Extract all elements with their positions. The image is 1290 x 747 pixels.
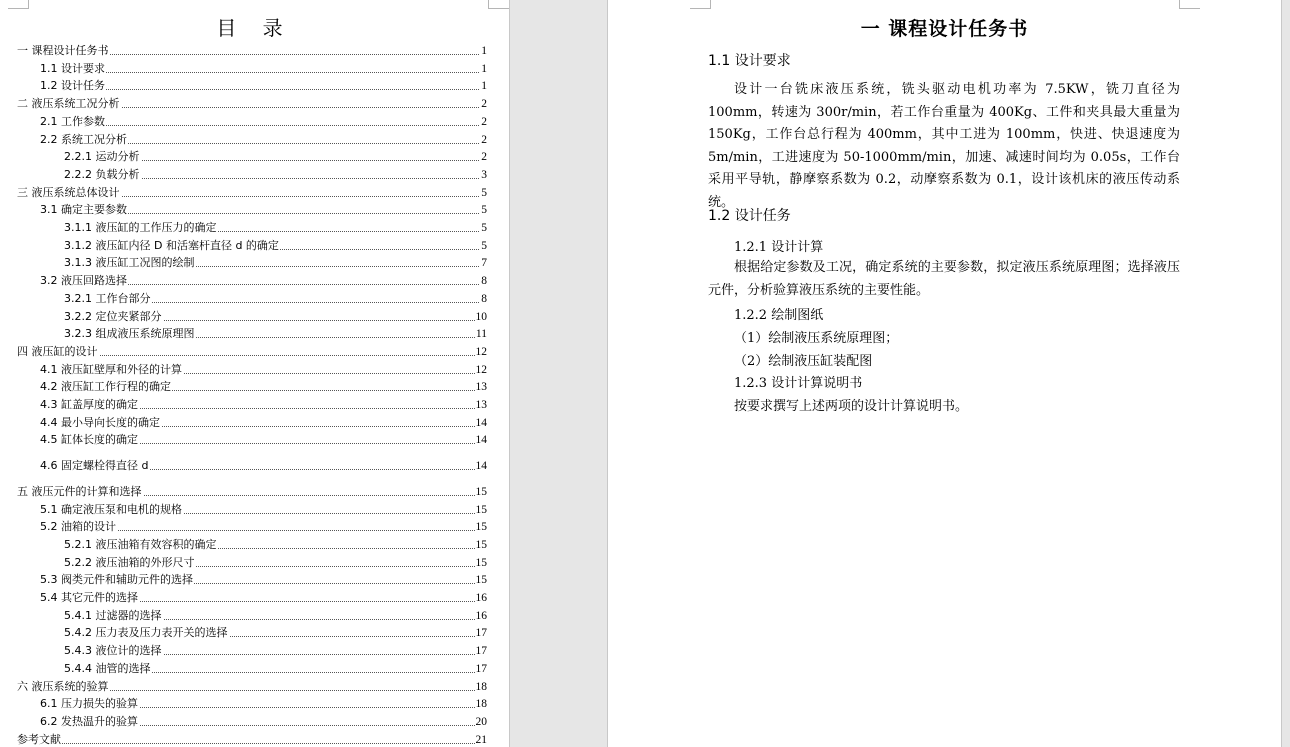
toc-entry[interactable]	[0, 555, 509, 571]
toc-entry-page: 15	[475, 485, 487, 498]
toc-entry-page: 17	[475, 627, 487, 640]
toc-entry-page: 15	[475, 503, 487, 516]
toc-entry-page: 1	[481, 62, 487, 75]
toc-entry[interactable]	[0, 590, 509, 606]
toc-entry-title: 4.6 固定螺栓得直径 d	[40, 459, 149, 473]
toc-entry[interactable]	[0, 167, 509, 183]
toc-entry-title: 5.4.1 过滤器的选择	[64, 608, 162, 622]
toc-entry-page: 16	[475, 592, 487, 604]
toc-entry[interactable]	[0, 149, 509, 165]
toc-entry-page: 7	[481, 257, 487, 270]
toc-entry-title: 3.2.1 工作台部分	[64, 291, 151, 305]
toc-entry[interactable]	[0, 238, 509, 254]
toc-entry-page: 2	[481, 151, 487, 164]
toc-entry-title: 5.4.2 压力表及压力表开关的选择	[64, 626, 228, 640]
toc-entry[interactable]	[0, 397, 509, 413]
toc-entry[interactable]	[0, 696, 509, 712]
toc-entry-page: 5	[481, 239, 487, 252]
toc-entry-page: 14	[475, 416, 487, 429]
toc-entry-title: 3.2 液压回路选择	[40, 274, 127, 288]
toc-entry-page: 5	[481, 204, 487, 217]
toc-entry-title: 6.1 压力损失的验算	[40, 697, 138, 711]
toc-leader-dots	[17, 743, 487, 744]
toc-entry[interactable]	[0, 458, 509, 474]
chapter-title: 一 课程设计任务书	[860, 18, 1029, 40]
toc-entry[interactable]	[0, 732, 509, 747]
crop-mark	[690, 0, 711, 9]
toc-entry-page: 3	[481, 168, 487, 181]
toc-entry-title: 4.4 最小导向长度的确定	[40, 415, 160, 429]
toc-entry-page: 8	[481, 292, 487, 305]
toc-entry-title: 2.2.2 负载分析	[64, 167, 140, 181]
toc-entry-page: 16	[475, 609, 487, 622]
toc-entry-title: 三 液压系统总体设计	[17, 185, 120, 199]
toc-entry-title: 4.2 液压缸工作行程的确定	[40, 380, 171, 394]
toc-entry-page: 15	[475, 556, 487, 569]
toc-entry-title: 3.1 确定主要参数	[40, 203, 127, 217]
toc-entry-title: 3.1.3 液压缸工况图的绘制	[64, 256, 195, 270]
toc-entry-page: 13	[475, 399, 487, 411]
toc-entry-title: 5.2 油箱的设计	[40, 520, 116, 534]
toc-entry-page: 1	[481, 45, 487, 57]
toc-entry-page: 17	[475, 645, 487, 658]
toc-page	[0, 0, 510, 747]
toc-entry-page: 15	[475, 574, 487, 587]
toc-entry-page: 2	[481, 98, 487, 111]
task-paragraph: 根据给定参数及工况，确定系统的主要参数，拟定液压系统原理图；选择液压元件，分析验算液压系统的主要性能。	[708, 260, 1180, 298]
toc-entry-page: 11	[475, 328, 487, 341]
toc-entry-title: 3.1.2 液压缸内径 D 和活塞杆直径 d 的确定	[64, 238, 279, 252]
toc-entry[interactable]	[0, 608, 509, 624]
toc-entry-page: 20	[475, 715, 487, 728]
toc-entry-page: 18	[475, 698, 487, 711]
toc-entry[interactable]	[0, 114, 509, 130]
toc-entry[interactable]	[0, 291, 509, 307]
toc-entry-page: 17	[475, 662, 487, 675]
toc-entry[interactable]	[0, 78, 509, 94]
toc-entry-page: 15	[475, 521, 487, 534]
toc-leader-dots	[40, 89, 487, 90]
toc-entry[interactable]	[0, 344, 509, 360]
toc-entry-page: 5	[481, 222, 487, 234]
toc-entry[interactable]	[0, 643, 509, 659]
toc-entry-page: 10	[475, 310, 487, 323]
toc-entry-title: 5.1 确定液压泵和电机的规格	[40, 502, 182, 516]
toc-entry[interactable]	[0, 61, 509, 77]
toc-entry[interactable]	[0, 415, 509, 431]
toc-entry[interactable]	[0, 519, 509, 535]
toc-entry-title: 二 液压系统工况分析	[17, 97, 120, 111]
toc-entry-title: 4.1 液压缸壁厚和外径的计算	[40, 362, 182, 376]
toc-entry-title: 5.4.3 液位计的选择	[64, 644, 162, 658]
document-page	[607, 0, 1282, 747]
toc-entry-title: 3.2.2 定位夹紧部分	[64, 309, 162, 323]
toc-entry[interactable]	[0, 185, 509, 201]
toc-entry[interactable]	[0, 572, 509, 588]
list-item: （2）绘制液压缸装配图	[734, 354, 873, 369]
toc-entry-title: 5.2.1 液压油箱有效容积的确定	[64, 537, 217, 551]
toc-entry[interactable]	[0, 432, 509, 448]
toc-entry-title: 2.2 系统工况分析	[40, 132, 127, 146]
section-heading: 1.1 设计要求	[708, 53, 791, 69]
toc-entry-title: 5.3 阀类元件和辅助元件的选择	[40, 573, 193, 587]
toc-entry[interactable]	[0, 220, 509, 236]
toc-entry[interactable]	[0, 679, 509, 695]
toc-entry-page: 12	[475, 363, 487, 376]
toc-leader-dots	[40, 125, 487, 126]
toc-entry-title: 4.5 缸体长度的确定	[40, 433, 138, 447]
toc-entry-page: 2	[481, 133, 487, 146]
toc-entry-page: 14	[475, 460, 487, 473]
toc-entry[interactable]	[0, 484, 509, 500]
toc-entry-title: 6.2 发热温升的验算	[40, 714, 138, 728]
toc-entry-page: 14	[475, 434, 487, 447]
toc-entry-title: 参考文献	[17, 732, 61, 746]
toc-entry-title: 五 液压元件的计算和选择	[17, 484, 142, 498]
toc-entry[interactable]	[0, 202, 509, 218]
toc-entry[interactable]	[0, 502, 509, 518]
toc-entry[interactable]	[0, 96, 509, 112]
toc-entry-page: 5	[481, 186, 487, 199]
crop-mark	[488, 0, 509, 9]
section-heading: 1.2 设计任务	[708, 208, 791, 224]
toc-entry-page: 21	[475, 733, 487, 746]
toc-entry-page: 2	[481, 115, 487, 128]
toc-entry[interactable]	[0, 132, 509, 148]
toc-entry-title: 5.4.4 油管的选择	[64, 661, 151, 675]
toc-entry-title: 4.3 缸盖厚度的确定	[40, 398, 138, 411]
crop-mark	[8, 0, 29, 9]
toc-entry-title: 2.2.1 运动分析	[64, 150, 140, 164]
toc-entry[interactable]	[0, 309, 509, 325]
toc-entry-page: 13	[475, 381, 487, 394]
toc-entry-page: 8	[481, 275, 487, 288]
toc-entry-title: 3.1.1 液压缸的工作压力的确定	[64, 221, 217, 234]
toc-entry-title: 四 液压缸的设计	[17, 344, 98, 358]
toc-entry[interactable]	[0, 661, 509, 677]
toc-entry-title: 5.4 其它元件的选择	[40, 591, 138, 604]
toc-entry[interactable]	[0, 537, 509, 553]
toc-entry-page: 15	[475, 538, 487, 551]
toc-entry-page: 18	[475, 680, 487, 693]
toc-entry[interactable]	[0, 362, 509, 378]
toc-entry[interactable]	[0, 255, 509, 271]
toc-entry[interactable]	[0, 379, 509, 395]
toc-entry[interactable]	[0, 625, 509, 641]
toc-entry[interactable]	[0, 273, 509, 289]
toc-entry-title: 5.2.2 液压油箱的外形尺寸	[64, 555, 195, 569]
toc-entry-page: 1	[481, 80, 487, 93]
toc-entry-title: 2.1 工作参数	[40, 114, 105, 128]
toc-entry-title: 一 课程设计任务书	[17, 44, 109, 57]
toc-entry-title: 3.2.3 组成液压系统原理图	[64, 327, 195, 341]
crop-mark	[1179, 0, 1200, 9]
toc-entry-title: 六 液压系统的验算	[17, 679, 109, 693]
subsection-heading: 1.2.3 设计计算说明书	[734, 376, 863, 391]
toc-entry[interactable]	[0, 43, 509, 59]
toc-entry-title: 1.2 设计任务	[40, 79, 105, 93]
toc-entry[interactable]	[0, 714, 509, 730]
body-text: 按要求撰写上述两项的设计计算说明书。	[734, 399, 969, 414]
requirements-paragraph: 设计一台铣床液压系统，铣头驱动电机功率为 7.5KW，铣刀直径为 100mm，转速为 300r/min，若工作台重量为 400Kg、工件和夹具最大重量为 150Kg，工作台总行程为 400mm，其中工进为 100mm，快进、快退速度为 5m/min，工进速度为 50-1000mm/min，加速、减速时间均为 0.05s，工作台采用平导轨，静摩察系数为 0.2，动摩察系数为 0.1，设计该机床的液压传动系统。	[708, 82, 1180, 210]
subsection-heading: 1.2.2 绘制图纸	[734, 308, 824, 323]
toc-entry[interactable]	[0, 326, 509, 342]
toc-entry-title: 1.1 设计要求	[40, 61, 105, 75]
subsection-heading: 1.2.1 设计计算	[734, 240, 824, 255]
toc-entry-page: 12	[475, 345, 487, 358]
toc-leader-dots	[40, 72, 487, 73]
list-item: （1）绘制液压系统原理图；	[734, 331, 899, 346]
toc-title: 目 录	[216, 16, 293, 40]
